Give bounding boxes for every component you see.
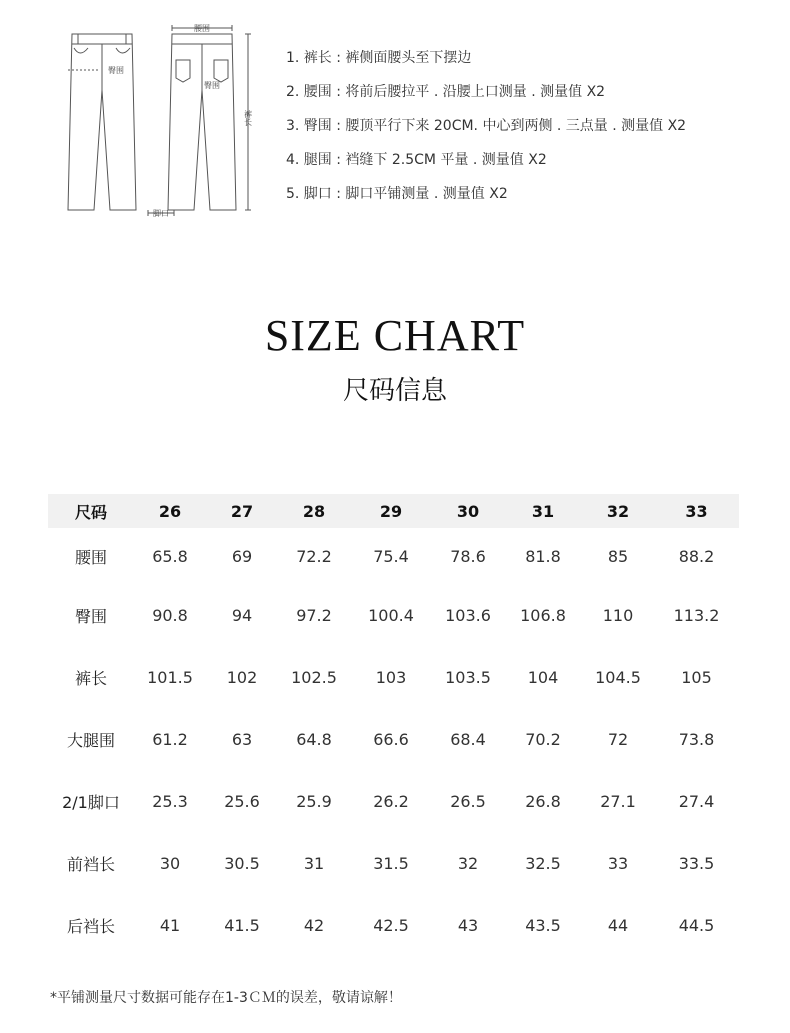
table-cell: 85: [607, 546, 629, 566]
row-label: 2/1脚口: [62, 792, 120, 812]
table-cell: 90.8: [152, 605, 188, 625]
header-cell: 32: [606, 501, 630, 521]
table-cell: 43: [457, 915, 479, 935]
table-cell: 110: [602, 605, 634, 625]
table-cell: 30: [159, 853, 181, 873]
row-label: 腰围: [74, 547, 107, 567]
header-cell: 27: [230, 501, 254, 521]
table-cell: 27.4: [678, 791, 715, 811]
table-cell: 25.3: [152, 791, 188, 811]
table-cell: 72.2: [296, 546, 332, 566]
table-cell: 101.5: [147, 667, 193, 687]
table-cell: 72: [607, 729, 629, 749]
table-cell: 69: [231, 546, 253, 566]
table-cell: 33.5: [678, 853, 715, 873]
table-cell: 78.6: [450, 546, 486, 566]
table-cell: 103.5: [445, 667, 491, 687]
table-cell: 61.2: [152, 729, 188, 749]
label-length: 裤长: [243, 110, 253, 126]
table-cell: 104.5: [595, 667, 641, 687]
table-cell: 66.6: [373, 729, 409, 749]
measurement-disclaimer: *平铺测量尺寸数据可能存在1-3ＣＭ的误差，敬请谅解！: [50, 990, 402, 1006]
header-cell: 30: [456, 501, 480, 521]
measurement-diagram: [52, 20, 272, 220]
table-cell: 31: [303, 853, 325, 873]
header-cell: 26: [158, 501, 182, 521]
table-cell: 25.6: [224, 791, 260, 811]
table-cell: 65.8: [152, 546, 188, 566]
header-cell: 尺码: [74, 502, 107, 522]
table-cell: 68.4: [450, 729, 486, 749]
table-cell: 75.4: [373, 546, 409, 566]
measurement-instructions: [286, 46, 686, 216]
table-cell: 102: [226, 667, 258, 687]
label-hip-back: 臀围: [204, 81, 220, 90]
table-cell: 25.9: [296, 791, 332, 811]
table-cell: 26.2: [373, 791, 409, 811]
instruction-thigh: 4. 腿围 : 裆缝下 2.5CM 平量 . 测量值 X2: [286, 152, 547, 168]
table-cell: 43.5: [525, 915, 561, 935]
table-cell: 44: [607, 915, 629, 935]
table-cell: 31.5: [373, 853, 409, 873]
table-cell: 102.5: [291, 667, 337, 687]
table-cell: 70.2: [525, 729, 561, 749]
table-cell: 88.2: [678, 546, 715, 566]
table-cell: 73.8: [678, 729, 715, 749]
table-cell: 41.5: [224, 915, 260, 935]
row-label: 大腿围: [66, 730, 115, 750]
jeans-diagram-svg: [52, 20, 272, 220]
table-row: [48, 770, 739, 832]
table-cell: 33: [607, 853, 629, 873]
table-cell: 42.5: [373, 915, 409, 935]
table-header-row: [48, 494, 739, 528]
table-row: [48, 708, 739, 770]
header-cell: 29: [379, 501, 403, 521]
header-cell: 31: [531, 501, 555, 521]
size-table: [48, 494, 739, 956]
table-cell: 103.6: [445, 605, 491, 625]
label-hem: 脚口: [153, 209, 169, 218]
table-cell: 41: [159, 915, 181, 935]
row-label: 前裆长: [66, 854, 115, 874]
table-cell: 30.5: [224, 853, 260, 873]
instruction-hip: 3. 臀围 : 腰顶平行下来 20CM. 中心到两侧 . 三点量 . 测量值 X2: [286, 118, 687, 134]
row-label: 臀围: [74, 606, 107, 626]
table-cell: 113.2: [673, 605, 720, 625]
table-cell: 44.5: [678, 915, 715, 935]
table-cell: 105: [681, 667, 712, 687]
row-label: 裤长: [74, 668, 107, 688]
page-title: SIZE CHART: [264, 311, 526, 360]
table-cell: 97.2: [296, 605, 332, 625]
table-cell: 64.8: [296, 729, 332, 749]
table-cell: 103: [375, 667, 407, 687]
header-cell: 28: [302, 501, 326, 521]
header-cell: 33: [685, 501, 708, 521]
table-cell: 63: [231, 729, 253, 749]
table-cell: 42: [303, 915, 325, 935]
table-cell: 26.5: [450, 791, 486, 811]
table-row: [48, 646, 739, 708]
page-subtitle: 尺码信息: [342, 376, 447, 406]
table-cell: 106.8: [520, 605, 566, 625]
table-cell: 81.8: [525, 546, 561, 566]
table-cell: 32: [457, 853, 479, 873]
table-cell: 26.8: [525, 791, 561, 811]
table-row: [48, 528, 739, 584]
label-hip: 臀围: [108, 66, 124, 75]
table-cell: 32.5: [525, 853, 561, 873]
label-waist: 腰围: [194, 24, 210, 33]
instruction-length: 1. 裤长 : 裤侧面腰头至下摆边: [286, 50, 472, 66]
table-row: [48, 832, 739, 894]
table-row: [48, 894, 739, 956]
table-cell: 100.4: [368, 605, 414, 625]
row-label: 后裆长: [66, 916, 115, 936]
table-cell: 104: [527, 667, 559, 687]
table-row: [48, 584, 739, 646]
instruction-hem: 5. 脚口 : 脚口平铺测量 . 测量值 X2: [286, 186, 508, 202]
table-cell: 27.1: [600, 791, 636, 811]
instruction-waist: 2. 腰围 : 将前后腰拉平 . 沿腰上口测量 . 测量值 X2: [286, 84, 606, 100]
table-cell: 94: [231, 605, 253, 625]
